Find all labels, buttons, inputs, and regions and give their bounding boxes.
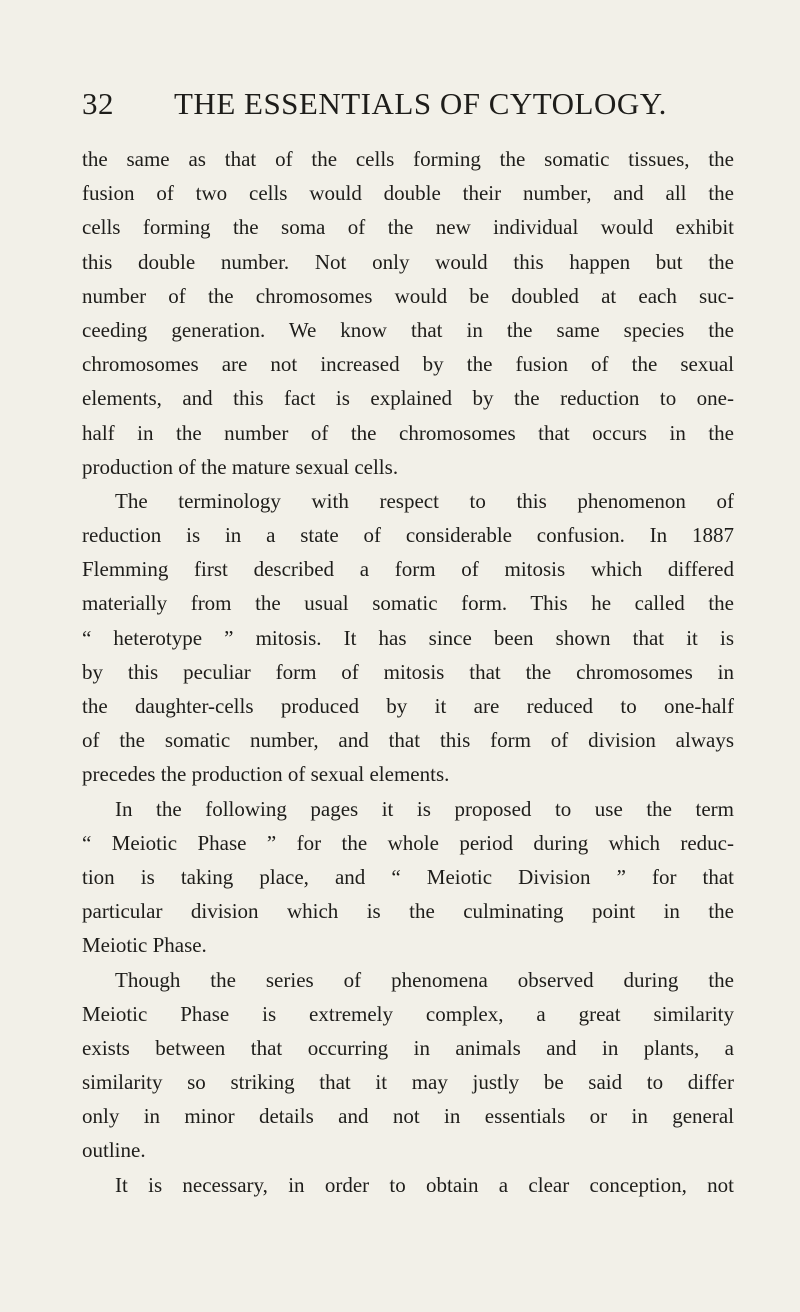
paragraph-start-line: In the following pages it is proposed to use the term bbox=[115, 796, 734, 821]
text-line: this double number. Not only would this happen but the bbox=[82, 249, 734, 274]
paragraph-start-line: The terminology with respect to this phenomenon of bbox=[115, 488, 734, 513]
text-line: materially from the usual somatic form. This he called the bbox=[82, 591, 734, 616]
paragraph-end-line: production of the mature sexual cells. bbox=[82, 454, 399, 479]
text-line: of the somatic number, and that this form of division always bbox=[82, 728, 734, 753]
text-line: ceeding generation. We know that in the same species the bbox=[82, 317, 734, 342]
text-line: tion is taking place, and “ Meiotic Division ” for that bbox=[82, 864, 734, 889]
paragraph-start-line: Though the series of phenomena observed during the bbox=[115, 967, 734, 992]
text-line: Flemming first described a form of mitosis which differed bbox=[82, 557, 734, 582]
text-line: fusion of two cells would double their number, and all the bbox=[82, 181, 734, 206]
body-text bbox=[82, 142, 734, 1202]
text-line: only in minor details and not in essentials or in general bbox=[82, 1104, 734, 1129]
text-line: reduction is in a state of considerable confusion. In 1887 bbox=[82, 523, 734, 548]
text-line: half in the number of the chromosomes that occurs in the bbox=[82, 420, 734, 445]
paragraph-end-line: precedes the production of sexual elements. bbox=[82, 762, 450, 787]
text-line: chromosomes are not increased by the fusion of the sexual bbox=[82, 352, 734, 377]
text-line: the daughter-cells produced by it are reduced to one-half bbox=[82, 694, 734, 718]
page-number: 32 bbox=[82, 86, 114, 121]
text-line: cells forming the soma of the new individual would exhibit bbox=[82, 215, 734, 240]
text-line: exists between that occurring in animals and in plants, a bbox=[82, 1035, 734, 1060]
text-line: the same as that of the cells forming the somatic tissues, the bbox=[82, 147, 734, 171]
text-line: particular division which is the culminating point in the bbox=[82, 899, 734, 924]
paragraph-start-line: It is necessary, in order to obtain a clear conception, not bbox=[115, 1172, 734, 1197]
paragraph-end-line: outline. bbox=[82, 1138, 146, 1163]
text-line: “ heterotype ” mitosis. It has since been shown that it is bbox=[82, 625, 734, 650]
text-line: elements, and this fact is explained by the reduction to one- bbox=[82, 386, 734, 411]
running-title: THE ESSENTIALS OF CYTOLOGY. bbox=[174, 86, 667, 121]
text-line: Meiotic Phase is extremely complex, a great similarity bbox=[82, 1001, 734, 1026]
text-line: by this peculiar form of mitosis that the chromosomes in bbox=[82, 659, 734, 684]
running-head bbox=[82, 84, 732, 124]
text-line: “ Meiotic Phase ” for the whole period during which reduc- bbox=[82, 830, 734, 855]
text-line: similarity so striking that it may justly be said to differ bbox=[82, 1070, 734, 1095]
text-line: number of the chromosomes would be doubled at each suc- bbox=[82, 283, 734, 308]
paragraph-end-line: Meiotic Phase. bbox=[82, 933, 207, 958]
